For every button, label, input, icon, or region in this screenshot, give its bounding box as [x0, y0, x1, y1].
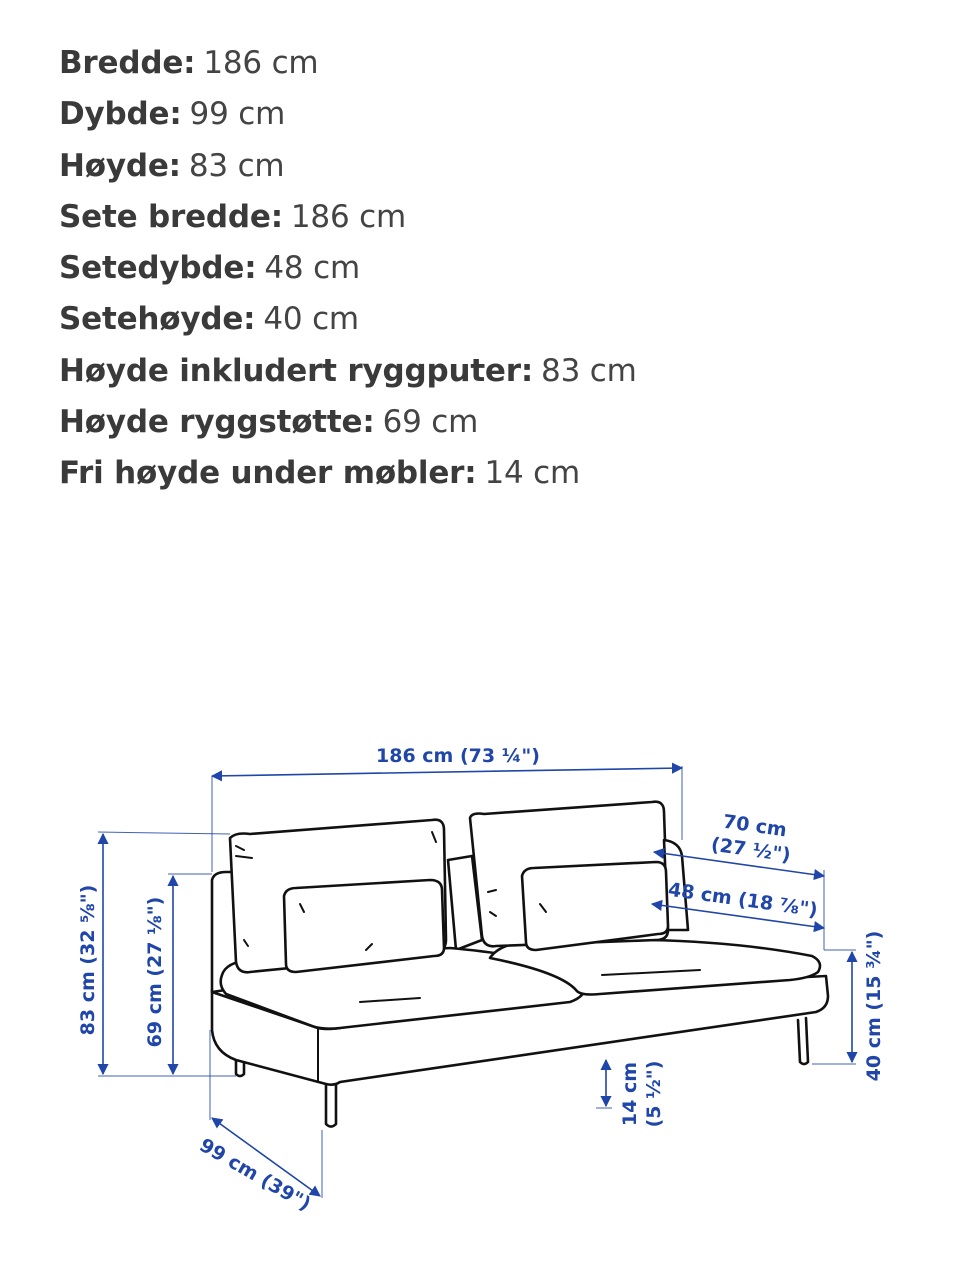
spec-label: Høyde:	[59, 147, 181, 184]
spec-label: Høyde inkludert ryggputer:	[59, 352, 534, 389]
spec-label: Fri høyde under møbler:	[59, 455, 477, 492]
seat-height-dimension-label: 40 cm (15 ¾")	[863, 930, 885, 1082]
spec-label: Dybde:	[59, 96, 182, 133]
spec-label: Bredde:	[59, 45, 196, 81]
lumbar-cushion-left	[284, 880, 444, 972]
spec-row-seat-width	[59, 192, 637, 243]
spec-row-depth	[59, 89, 637, 140]
width-dimension-label: 186 cm (73 ¼")	[376, 745, 540, 767]
seat-depth-dimension-label: 48 cm (18 ⅞")	[666, 878, 819, 922]
clearance-cm-label: 14 cm	[619, 1061, 641, 1127]
arm-depth-cm-label: 70 cm	[721, 810, 789, 842]
spec-label: Setehøyde:	[59, 301, 256, 338]
spec-value: 14 cm	[484, 455, 580, 492]
spec-row-seat-height	[59, 294, 637, 345]
spec-label: Sete bredde:	[59, 198, 283, 235]
spec-row-floor-clearance	[59, 448, 637, 499]
spec-value: 83 cm	[188, 147, 285, 184]
spec-value: 69 cm	[382, 404, 479, 441]
lumbar-cushion-right	[522, 862, 668, 950]
spec-value: 186 cm	[290, 198, 406, 235]
spec-label: Setedybde:	[59, 250, 257, 287]
spec-row-backrest-height	[59, 397, 637, 448]
spec-row-height-incl-cushions	[59, 346, 637, 397]
product-dimensions-list	[59, 38, 637, 500]
spec-value: 40 cm	[263, 301, 359, 338]
spec-row-seat-depth	[59, 243, 637, 294]
arm-depth-in-label: (27 ½")	[709, 833, 792, 867]
sofa-leg-back-right	[798, 1018, 808, 1064]
height-extension-top	[98, 832, 230, 834]
height-dimension-label: 83 cm (32 ⅝")	[77, 884, 99, 1036]
spec-row-height	[59, 141, 637, 192]
sofa-dimension-diagram	[0, 700, 960, 1278]
spec-row-width	[59, 38, 637, 89]
spec-label: Høyde ryggstøtte:	[59, 404, 375, 441]
spec-value: 99 cm	[189, 96, 286, 133]
clearance-in-label: (5 ½")	[643, 1060, 665, 1128]
spec-value: 83 cm	[541, 352, 637, 389]
width-dimension-line	[212, 768, 682, 776]
depth-dimension-label: 99 cm (39")	[195, 1134, 315, 1216]
spec-value: 48 cm	[264, 250, 360, 287]
spec-value: 186 cm	[203, 45, 319, 81]
back-height-dimension-label: 69 cm (27 ⅛")	[144, 896, 166, 1048]
